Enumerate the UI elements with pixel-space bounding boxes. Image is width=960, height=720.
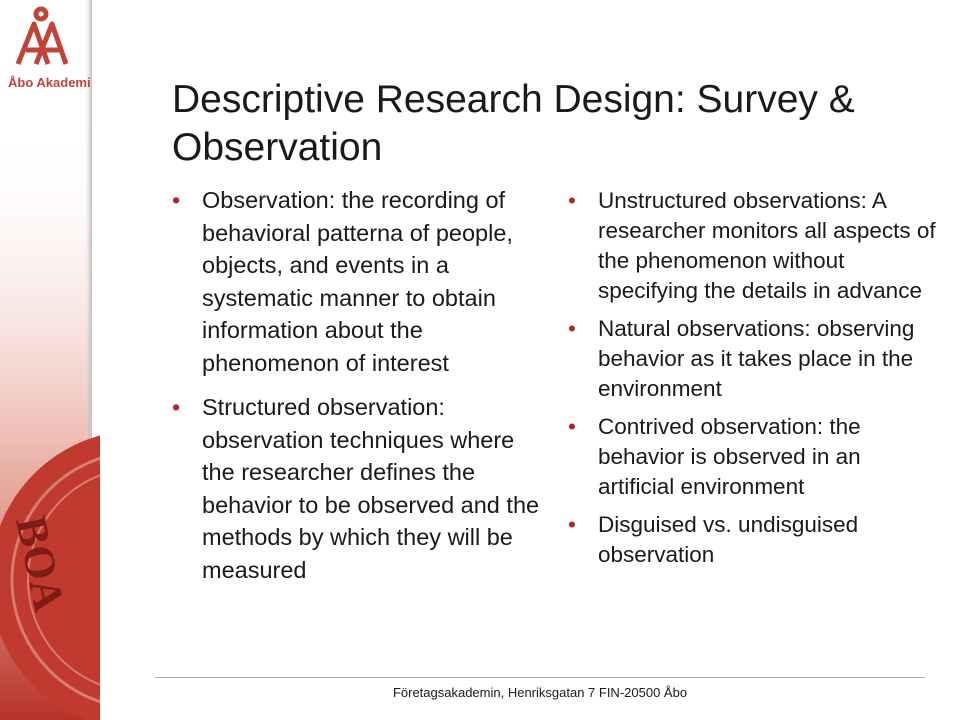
right-bullet-list <box>568 186 940 578</box>
bullet-marker: • <box>568 316 576 341</box>
bullet-marker: • <box>568 188 576 213</box>
bullet-text: Structured observation: observation techniques where the researcher defines the behavior to be observed and the methods by which they will be measured <box>202 394 540 583</box>
bullet-item <box>172 184 542 379</box>
slide-title: Descriptive Research Design: Survey & Observation <box>172 78 855 169</box>
bullet-marker: • <box>568 414 576 439</box>
bullet-item <box>172 391 542 586</box>
bullet-marker: • <box>568 512 576 537</box>
logo-text: Åbo Akademi <box>8 75 91 90</box>
bullet-text: Disguised vs. undisguised observation <box>598 512 859 567</box>
bullet-marker: • <box>172 394 181 420</box>
bullet-item <box>568 510 940 570</box>
bullet-item <box>568 412 940 502</box>
bullet-text: Contrived observation: the behavior is observed in an artificial environment <box>598 414 861 499</box>
bullet-text: Observation: the recording of behavioral patterna of people, objects, and events in a systematic manner to obtain information about the phenomenon of interest <box>202 187 513 376</box>
branding-sidebar <box>0 0 100 720</box>
footer-address: Företagsakademin, Henriksgatan 7 FIN-20500 Åbo <box>392 685 688 700</box>
footer-divider <box>155 677 925 678</box>
seal-letters: BOA <box>6 511 74 616</box>
left-bullet-list <box>172 184 542 598</box>
bullet-text: Natural observations: observing behavior as it takes place in the environment <box>598 316 915 401</box>
bullet-text: Unstructured observations: A researcher monitors all aspects of the phenomenon without specifying the details in advance <box>598 188 936 303</box>
bullet-item <box>568 314 940 404</box>
sidebar-graphic <box>0 0 100 720</box>
bullet-marker: • <box>172 187 181 213</box>
bullet-item <box>568 186 940 306</box>
